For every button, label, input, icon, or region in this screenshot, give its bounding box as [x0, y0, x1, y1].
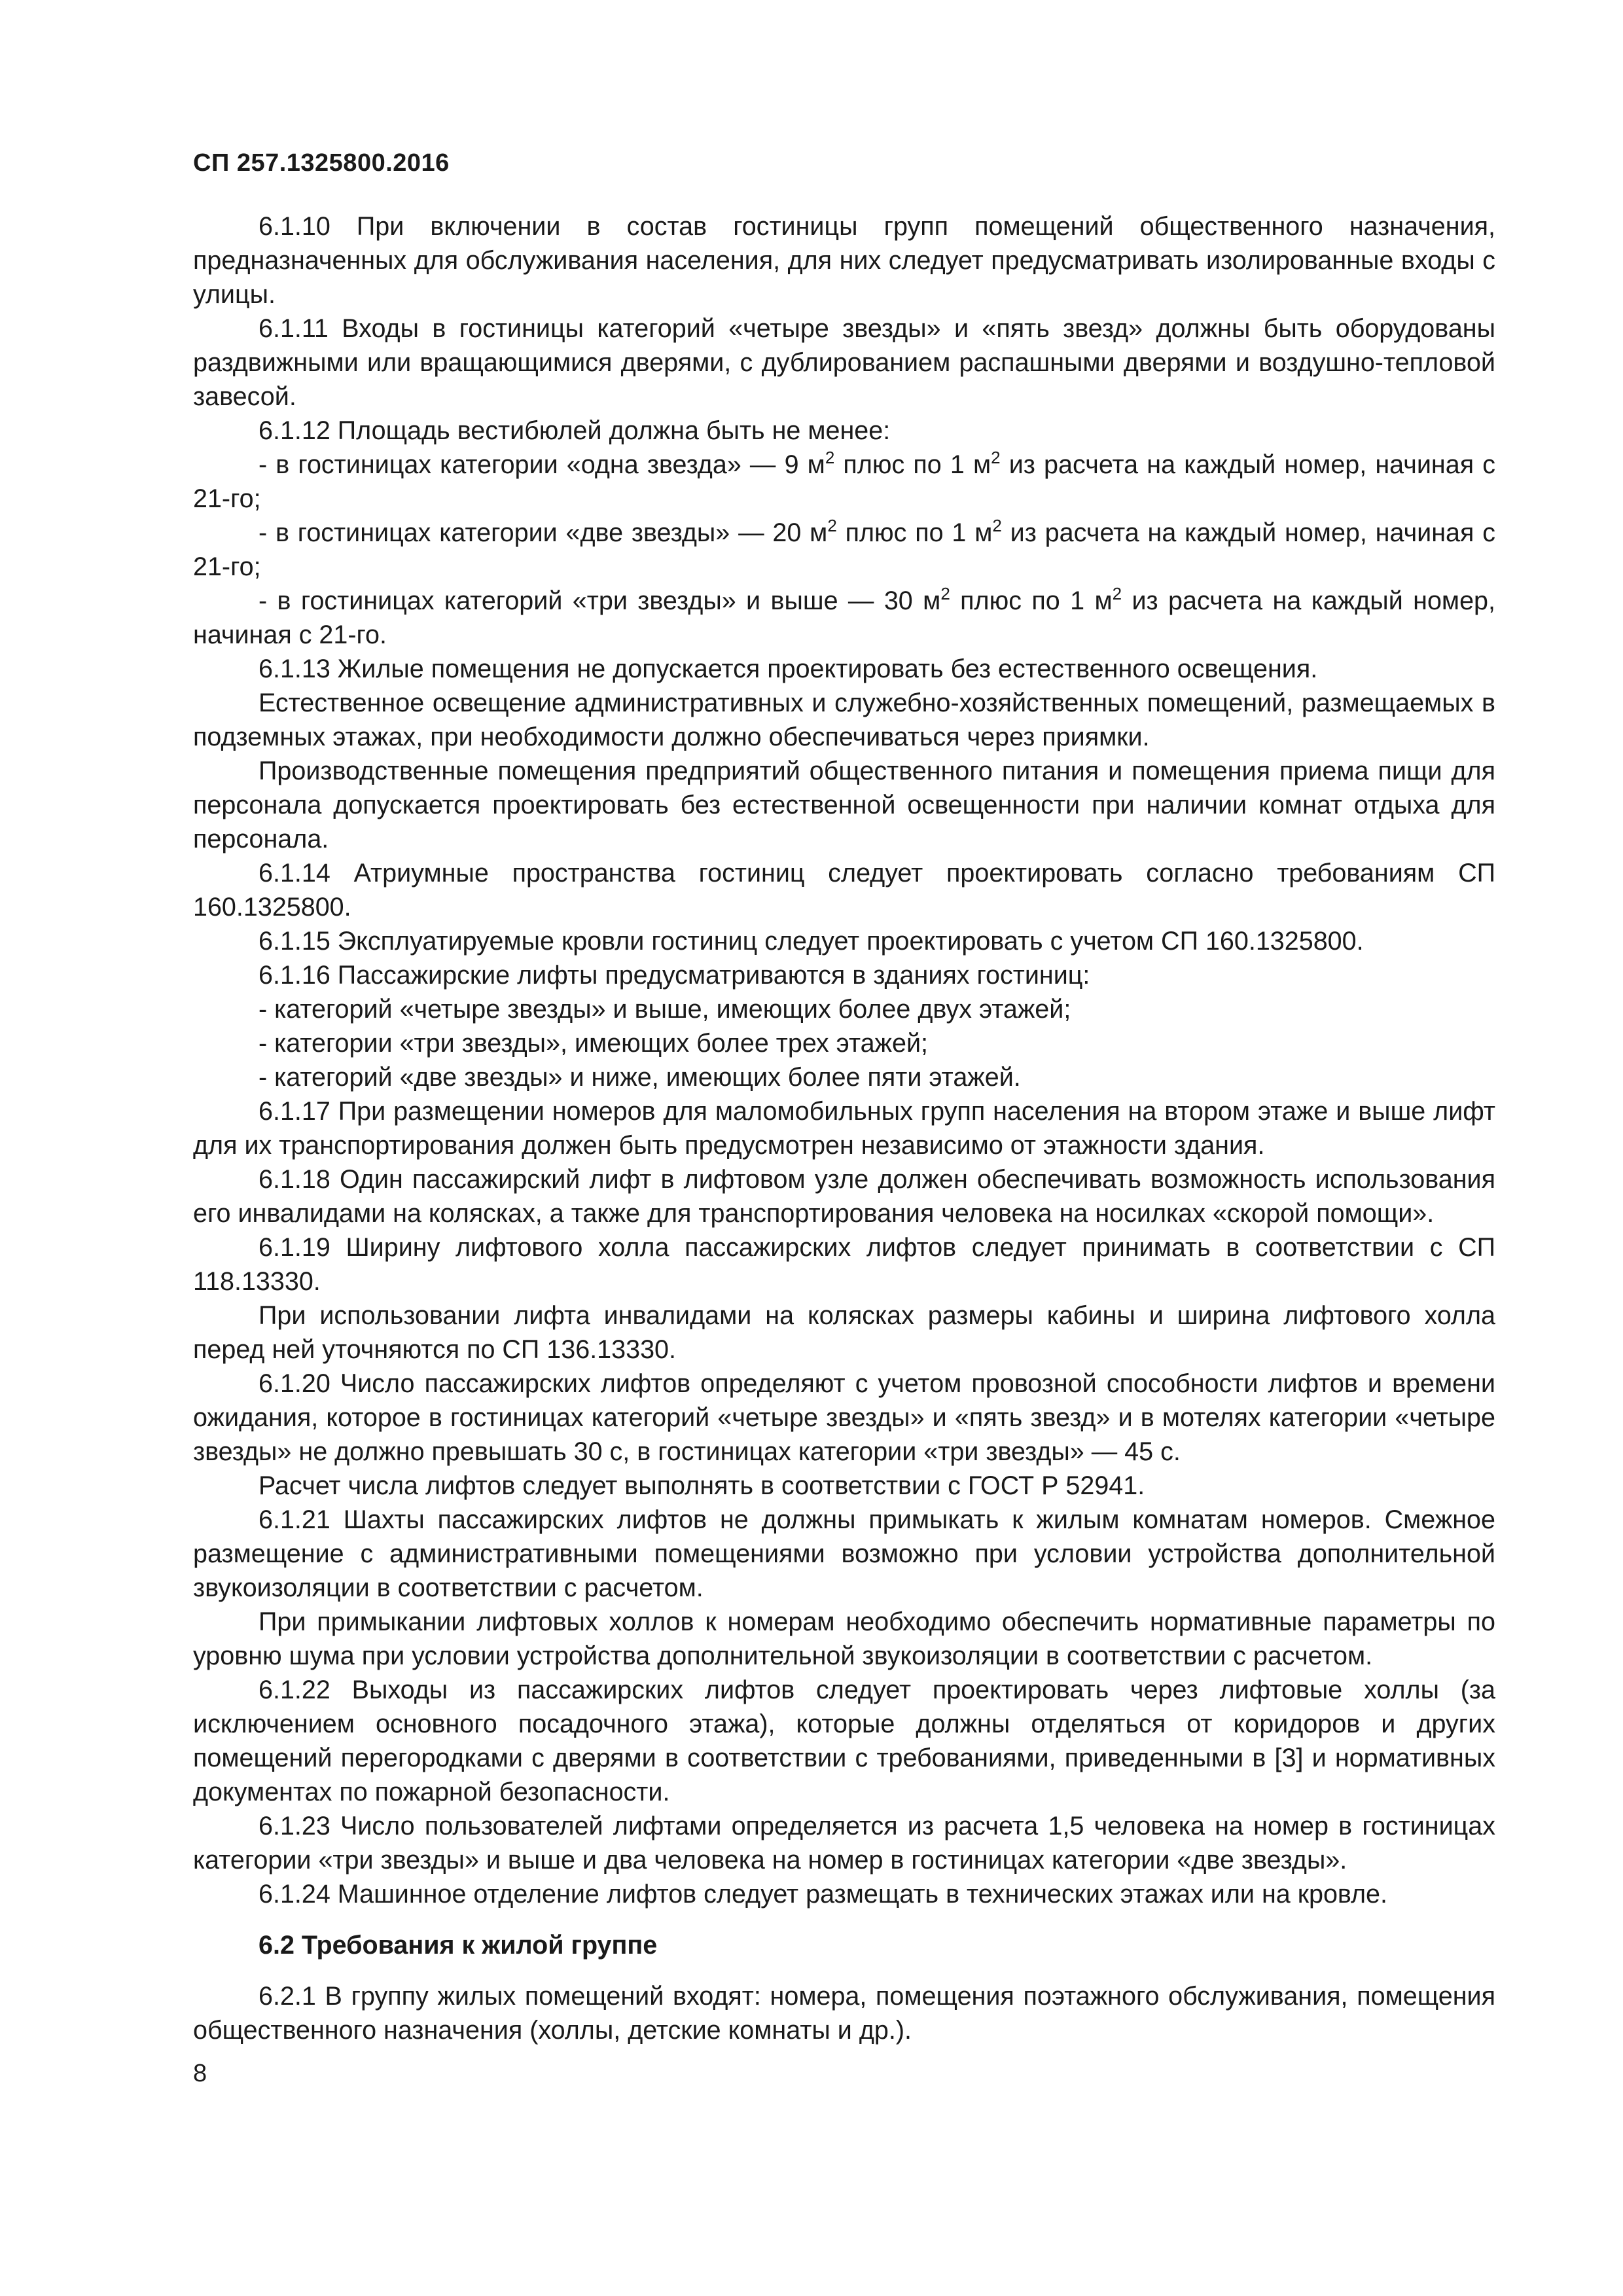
clause-6-1-19-wheelchair: При использовании лифта инвалидами на колясках размеры кабины и ширина лифтового холла перед ней уточняются по СП 136.13330.	[193, 1301, 1495, 1364]
list-item-three-star	[193, 584, 1495, 652]
list-item-text: плюс по 1 м	[950, 586, 1113, 615]
list-item-four-star-lift: - категорий «четыре звезды» и выше, имеющих более двух этажей;	[259, 995, 1071, 1024]
clause-6-1-20: 6.1.20 Число пассажирских лифтов определяют с учетом провозной способности лифтов и времени ожидания, которое в гостиницах категорий «четыре звезды» и «пять звезд» и в мотелях категории «четыре звезды» не должно превышать 30 с, в гостиницах категории «три звезды» — 45 с.	[193, 1369, 1495, 1466]
superscript: 2	[991, 448, 1001, 467]
superscript: 2	[825, 448, 835, 467]
list-item-one-star	[193, 448, 1495, 516]
clause-6-1-18: 6.1.18 Один пассажирский лифт в лифтовом узле должен обеспечивать возможность использования его инвалидами на колясках, а также для транспортирования человека на носилках «скорой помощи».	[193, 1165, 1495, 1228]
section-heading-6-2: 6.2 Требования к жилой группе	[259, 1931, 658, 1960]
clause-6-1-23: 6.1.23 Число пользователей лифтами определяется из расчета 1,5 человека на номер в гостиницах категории «три звезды» и выше и два человека на номер в гостиницах категории «две звезды».	[193, 1812, 1495, 1874]
clause-6-1-17: 6.1.17 При размещении номеров для маломобильных групп населения на втором этаже и выше лифт для их транспортирования должен быть предусмотрен независимо от этажности здания.	[193, 1097, 1495, 1160]
list-item-two-star-lift: - категорий «две звезды» и ниже, имеющих более пяти этажей.	[259, 1063, 1021, 1092]
clause-6-1-20-calculation: Расчет числа лифтов следует выполнять в соответствии с ГОСТ Р 52941.	[259, 1471, 1145, 1500]
clause-6-1-13-production-rooms: Производственные помещения предприятий общественного питания и помещения приема пищи для персонала допускается проектировать без естественной освещенности при наличии комнат отдыха для персонала.	[193, 757, 1495, 853]
superscript: 2	[940, 584, 950, 603]
clause-6-1-15: 6.1.15 Эксплуатируемые кровли гостиниц следует проектировать с учетом СП 160.1325800.	[259, 927, 1364, 956]
clause-6-1-13: 6.1.13 Жилые помещения не допускается проектировать без естественного освещения.	[259, 655, 1318, 683]
clause-6-1-22: 6.1.22 Выходы из пассажирских лифтов следует проектировать через лифтовые холлы (за исключением основного посадочного этажа), которые должны отделяться от коридоров и других помещений перегородками с дверями в соответствии с требованиями, приведенными в [3] и нормативных документах по пожарной безопасности.	[193, 1676, 1495, 1806]
clause-6-1-24: 6.1.24 Машинное отделение лифтов следует размещать в технических этажах или на кровле.	[259, 1880, 1388, 1909]
clause-6-1-21-noise: При примыкании лифтовых холлов к номерам необходимо обеспечить нормативные параметры по уровню шума при условии устройства дополнительной звукоизоляции в соответствии с расчетом.	[193, 1607, 1495, 1670]
clause-6-1-14: 6.1.14 Атриумные пространства гостиниц следует проектировать согласно требованиям СП 160.1325800.	[193, 859, 1495, 922]
list-item-text: из расчета на каждый номер, начиная с 21-го;	[193, 518, 1495, 581]
list-item-text: - в гостиницах категории «одна звезда» — 9 м	[259, 450, 825, 479]
clause-6-1-10: 6.1.10 При включении в состав гостиницы групп помещений общественного назначения, предназначенных для обслуживания населения, для них следует предусматривать изолированные входы с улицы.	[193, 212, 1495, 309]
superscript: 2	[992, 516, 1002, 535]
clause-6-1-12: 6.1.12 Площадь вестибюлей должна быть не менее:	[259, 416, 891, 445]
list-item-two-star	[193, 516, 1495, 584]
clause-6-1-19: 6.1.19 Ширину лифтового холла пассажирских лифтов следует принимать в соответствии с СП 118.13330.	[193, 1233, 1495, 1296]
list-item-three-star-lift: - категории «три звезды», имеющих более трех этажей;	[259, 1029, 928, 1058]
superscript: 2	[1112, 584, 1122, 603]
clause-6-1-16: 6.1.16 Пассажирские лифты предусматриваются в зданиях гостиниц:	[259, 961, 1090, 990]
clause-6-1-11: 6.1.11 Входы в гостиницы категорий «четыре звезды» и «пять звезд» должны быть оборудованы раздвижными или вращающимися дверями, с дублированием распашными дверями и воздушно-тепловой завесой.	[193, 314, 1495, 411]
clause-6-1-21: 6.1.21 Шахты пассажирских лифтов не должны примыкать к жилым комнатам номеров. Смежное размещение с административными помещениями возможно при условии устройства дополнительной звукоизоляции в соответствии с расчетом.	[193, 1505, 1495, 1602]
document-code-header: СП 257.1325800.2016	[193, 149, 450, 177]
list-item-text: плюс по 1 м	[834, 450, 991, 479]
clause-6-1-13-natural-light: Естественное освещение административных и служебно-хозяйственных помещений, размещаемых в подземных этажах, при необходимости должно обеспечиваться через приямки.	[193, 689, 1495, 751]
clause-6-2-1: 6.2.1 В группу жилых помещений входят: номера, помещения поэтажного обслуживания, помещения общественного назначения (холлы, детские комнаты и др.).	[193, 1982, 1495, 2045]
document-body	[193, 209, 1495, 2047]
list-item-text: из расчета на каждый номер, начиная с 21-го;	[193, 450, 1495, 513]
page-number: 8	[193, 2060, 207, 2087]
list-item-text: - в гостиницах категорий «три звезды» и выше — 30 м	[259, 586, 941, 615]
list-item-text: из расчета на каждый номер, начиная с 21-го.	[193, 586, 1495, 649]
list-item-text: плюс по 1 м	[836, 518, 993, 547]
superscript: 2	[827, 516, 837, 535]
list-item-text: - в гостиницах категории «две звезды» — 20 м	[259, 518, 828, 547]
